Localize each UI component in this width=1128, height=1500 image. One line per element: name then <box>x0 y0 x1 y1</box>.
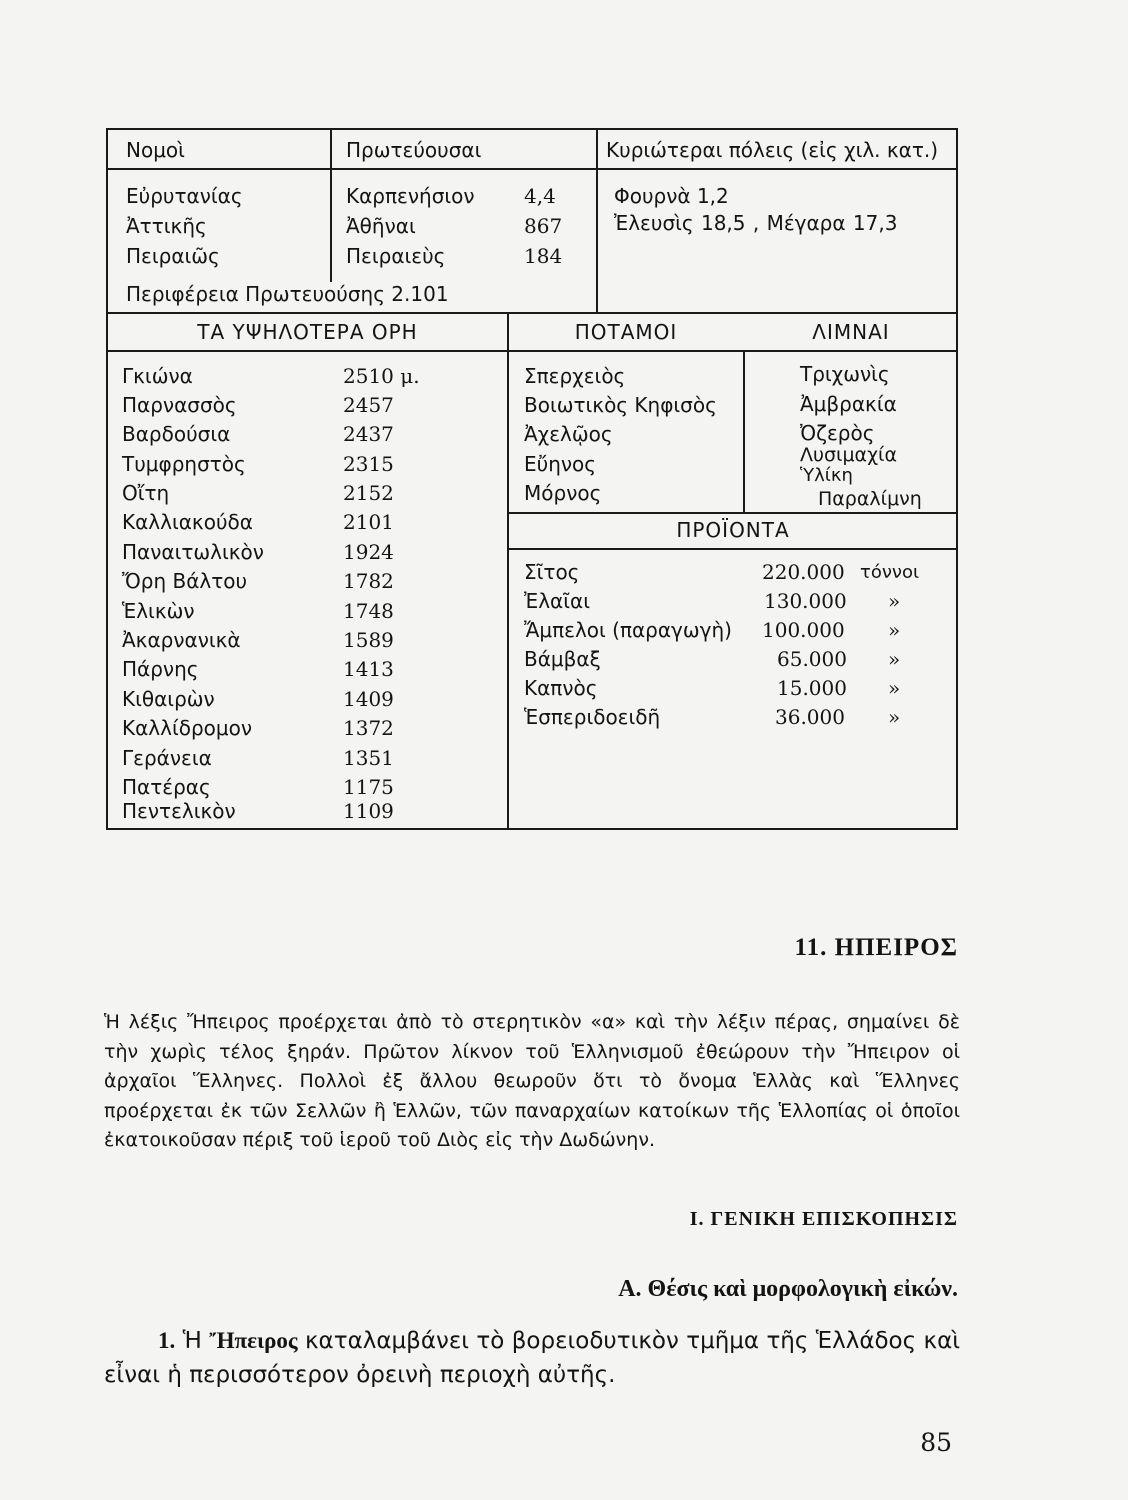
product-unit: » <box>888 618 901 642</box>
capital-cell: Πειραιεὺς <box>346 244 446 268</box>
mountain-height: 1748 <box>343 599 394 623</box>
mountain-name: Καλλιακούδα <box>122 510 253 534</box>
lakes-header: ΛΙΜΝΑΙ <box>812 320 890 344</box>
product-unit: » <box>888 589 901 613</box>
lake-name: Ὀζερὸς <box>800 421 875 445</box>
product-name: Ἄμπελοι (παραγωγὴ) <box>524 618 732 642</box>
table-section-rule <box>106 312 958 314</box>
intro-paragraph: Ἡ λέξις Ἤπειρος προέρχεται ἀπὸ τὸ στερητικὸν «α» καὶ τὴν λέξιν πέρας, σημαίνει δὲ τὴν χωρὶς τέλος ξηράν. Πρῶτον λίκνον τοῦ Ἑλληνισμοῦ ἐθεώρουν τὴν Ἤπειρον οἱ ἀρχαῖοι Ἕλληνες. Πολλοὶ ἐξ ἄλλου θεωροῦν ὅτι τὸ ὄνομα Ἑλλὰς καὶ Ἕλληνες προέρχεται ἐκ τῶν Σελλῶν ἢ Ἑλλῶν, τῶν παναρχαίων κατοίκων τῆς Ἑλλοπίας οἱ ὁποῖοι ἐκατοικοῦσαν πέριξ τοῦ ἱεροῦ τοῦ Διὸς εἰς τὴν Δωδώνην. <box>104 1011 960 1151</box>
table-column-rule <box>507 312 509 830</box>
river-name: Ἀχελῷος <box>524 422 613 446</box>
prefecture-cell: Πειραιῶς <box>126 244 220 268</box>
rivers-header: ΠΟΤΑΜΟΙ <box>574 320 678 344</box>
mountain-height: 2437 <box>343 422 394 446</box>
paragraph-1 <box>104 1324 960 1392</box>
mountain-name: Γκιώνα <box>122 364 193 388</box>
mountain-height: 1924 <box>343 540 394 564</box>
mountain-name: Τυμφρηστὸς <box>122 452 246 476</box>
cities-cell: Ἐλευσὶς 18,5 , Μέγαρα 17,3 <box>614 211 898 235</box>
product-unit: » <box>888 676 901 700</box>
chapter-title: 11. ΗΠΕΙΡΟΣ <box>794 934 958 961</box>
mountain-name: Ἑλικὼν <box>122 599 195 623</box>
lake-name: Λυσιμαχία <box>800 444 898 466</box>
river-name: Μόρνος <box>524 481 602 505</box>
capital-cell: Καρπενήσιον <box>346 184 475 208</box>
product-unit: τόννοι <box>860 562 920 583</box>
table-column-rule <box>743 350 745 512</box>
table-section-rule <box>507 512 958 514</box>
product-amount: 15.000 <box>777 676 847 700</box>
product-name: Ἑσπεριδοειδῆ <box>524 705 661 729</box>
mountain-height: 2457 <box>343 393 394 417</box>
mountain-name: Βαρδούσια <box>122 422 231 446</box>
mountain-height: 1351 <box>343 746 394 770</box>
mountain-height: 1782 <box>343 569 394 593</box>
mountain-name: Κιθαιρὼν <box>122 687 215 711</box>
table-section-rule <box>106 350 958 352</box>
mountain-name: Οἴτη <box>122 481 170 505</box>
product-amount: 220.000 <box>762 560 845 584</box>
river-name: Βοιωτικὸς Κηφισὸς <box>524 393 717 417</box>
mountain-name: Πάρνης <box>122 657 199 681</box>
river-name: Σπερχειὸς <box>524 364 626 388</box>
lake-name: Παραλίμνη <box>818 488 922 510</box>
mountain-name: Ὄρη Βάλτου <box>122 569 248 593</box>
lake-name: Ὑλίκη <box>800 465 853 486</box>
river-name: Εὔηνος <box>524 452 597 476</box>
mountains-header: ΤΑ ΥΨΗΛΟΤΕΡΑ ΟΡΗ <box>197 320 418 344</box>
product-amount: 65.000 <box>777 647 847 671</box>
population-cell: 867 <box>524 214 563 238</box>
mountain-height: 1413 <box>343 657 394 681</box>
mountain-height: 1409 <box>343 687 394 711</box>
product-name: Σῖτος <box>524 560 580 584</box>
products-header: ΠΡΟΪΟΝΤΑ <box>676 518 790 542</box>
capital-region-total: Περιφέρεια Πρωτευούσης 2.101 <box>126 282 449 306</box>
mountain-height: 2510 μ. <box>343 364 420 388</box>
mountain-height: 2152 <box>343 481 394 505</box>
header-capitals: Πρωτεύουσαι <box>346 138 482 162</box>
mountain-height: 2101 <box>343 510 394 534</box>
lake-name: Ἀμβρακία <box>800 392 897 416</box>
mountain-name: Παναιτωλικὸν <box>122 540 264 564</box>
mountain-name: Καλλίδρομον <box>122 716 253 740</box>
product-name: Ἐλαῖαι <box>524 589 590 613</box>
product-unit: » <box>888 647 901 671</box>
paragraph-text: καταλαμβάνει τὸ βορειοδυτικὸν τμῆμα τῆς Ἑλλάδος καὶ εἶναι ἡ περισσότερον ὀρεινὴ περιοχὴ αὐτῆς. <box>104 1328 961 1388</box>
cities-cell: Φουρνὰ 1,2 <box>614 184 729 208</box>
header-prefectures: Νομοὶ <box>126 138 185 162</box>
product-name: Βάμβαξ <box>524 647 601 671</box>
paragraph-lead: Ἡ <box>182 1328 210 1354</box>
mountain-name: Γεράνεια <box>122 746 212 770</box>
capital-cell: Ἀθῆναι <box>346 214 416 238</box>
mountain-height: 1109 <box>343 799 394 823</box>
mountain-height: 1372 <box>343 716 394 740</box>
table-section-rule <box>507 548 958 550</box>
population-cell: 184 <box>524 244 563 268</box>
mountain-height: 1175 <box>343 775 394 799</box>
header-main-cities: Κυριώτεραι πόλεις (εἰς χιλ. κατ.) <box>606 138 939 162</box>
product-name: Καπνὸς <box>524 676 598 700</box>
mountain-name: Πεντελικὸν <box>122 799 236 823</box>
subsection-title: Α. Θέσις καὶ μορφολογικὴ εἰκών. <box>618 1276 958 1302</box>
table-column-rule <box>330 128 332 282</box>
paragraph-subject: Ἤπειρος <box>209 1328 298 1353</box>
page-number: 85 <box>920 1428 952 1457</box>
product-amount: 130.000 <box>764 589 847 613</box>
mountain-name: Ἀκαρνανικὰ <box>122 628 241 652</box>
product-amount: 100.000 <box>762 618 845 642</box>
table-header-rule <box>106 168 958 170</box>
mountain-height: 1589 <box>343 628 394 652</box>
table-column-rule <box>596 128 598 312</box>
product-unit: » <box>888 705 901 729</box>
prefecture-cell: Εὐρυτανίας <box>126 184 243 208</box>
population-cell: 4,4 <box>524 184 556 208</box>
lake-name: Τριχωνὶς <box>800 362 890 386</box>
mountain-name: Παρνασσὸς <box>122 393 237 417</box>
product-amount: 36.000 <box>775 705 845 729</box>
paragraph-number: 1. <box>158 1328 176 1353</box>
mountain-height: 2315 <box>343 452 394 476</box>
section-title: Ι. ΓΕΝΙΚΗ ΕΠΙΣΚΟΠΗΣΙΣ <box>689 1208 958 1230</box>
prefecture-cell: Ἀττικῆς <box>126 214 207 238</box>
mountain-name: Πατέρας <box>122 775 211 799</box>
